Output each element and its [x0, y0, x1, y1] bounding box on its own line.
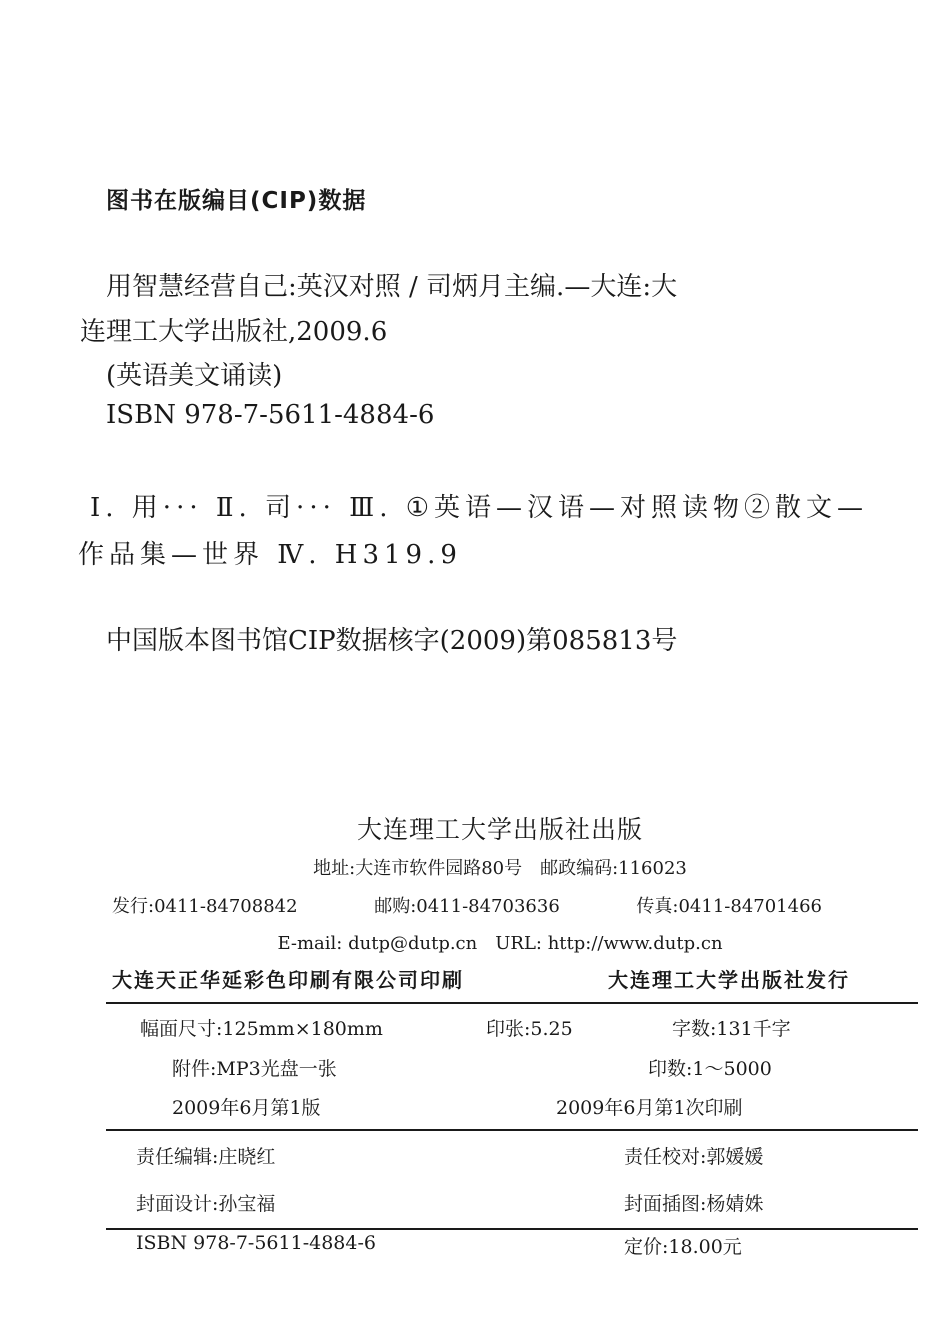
footer-isbn: ISBN 978-7-5611-4884-6	[136, 1232, 376, 1254]
attachment: 附件:MP3光盘一张	[172, 1058, 337, 1080]
divider-bottom	[106, 1228, 918, 1230]
cip-heading: 图书在版编目(CIP)数据	[106, 188, 367, 214]
cip-title-line-2: 连理工大学出版社,2009.6	[80, 317, 388, 347]
responsible-proofreader: 责任校对:郭媛媛	[624, 1146, 764, 1168]
divider-middle	[106, 1129, 918, 1131]
cip-classification-line-1: Ⅰ. 用··· Ⅱ. 司··· Ⅲ. ①英语—汉语—对照读物②散文—	[90, 493, 869, 523]
edition-date: 2009年6月第1版	[172, 1097, 321, 1119]
fax-number: 传真:0411-84701466	[636, 896, 822, 917]
cip-title-line-1: 用智慧经营自己:英汉对照 / 司炳月主编.—大连:大	[106, 272, 678, 302]
distribution-phone: 发行:0411-84708842	[112, 896, 298, 917]
format-size: 幅面尺寸:125mm×180mm	[140, 1018, 383, 1040]
publisher-name: 大连理工大学出版社出版	[356, 815, 643, 844]
cip-series: (英语美文诵读)	[106, 361, 283, 391]
print-run: 印数:1～5000	[648, 1058, 772, 1080]
cover-illustrator: 封面插图:杨婧姝	[624, 1193, 764, 1215]
publisher-address: 地址:大连市软件园路80号 邮政编码:116023	[313, 858, 687, 879]
publisher-email-url: E-mail: dutp@dutp.cn URL: http://www.dutp.cn	[277, 933, 723, 954]
divider-top	[106, 1002, 918, 1004]
mail-order-phone: 邮购:0411-84703636	[374, 896, 560, 917]
printer-name: 大连天正华延彩色印刷有限公司印刷	[112, 968, 464, 992]
cip-classification-line-2: 作品集—世界 Ⅳ. H319.9	[78, 540, 462, 570]
printing-date: 2009年6月第1次印刷	[556, 1097, 743, 1119]
printed-sheets: 印张:5.25	[486, 1018, 573, 1040]
cover-designer: 封面设计:孙宝福	[136, 1193, 276, 1215]
cip-isbn: ISBN 978-7-5611-4884-6	[106, 400, 435, 430]
word-count: 字数:131千字	[672, 1018, 791, 1040]
price: 定价:18.00元	[624, 1236, 742, 1258]
publisher-contacts	[112, 892, 822, 918]
cip-library-number: 中国版本图书馆CIP数据核字(2009)第085813号	[106, 626, 678, 656]
issuer-name: 大连理工大学出版社发行	[608, 968, 850, 992]
responsible-editor: 责任编辑:庄晓红	[136, 1146, 276, 1168]
